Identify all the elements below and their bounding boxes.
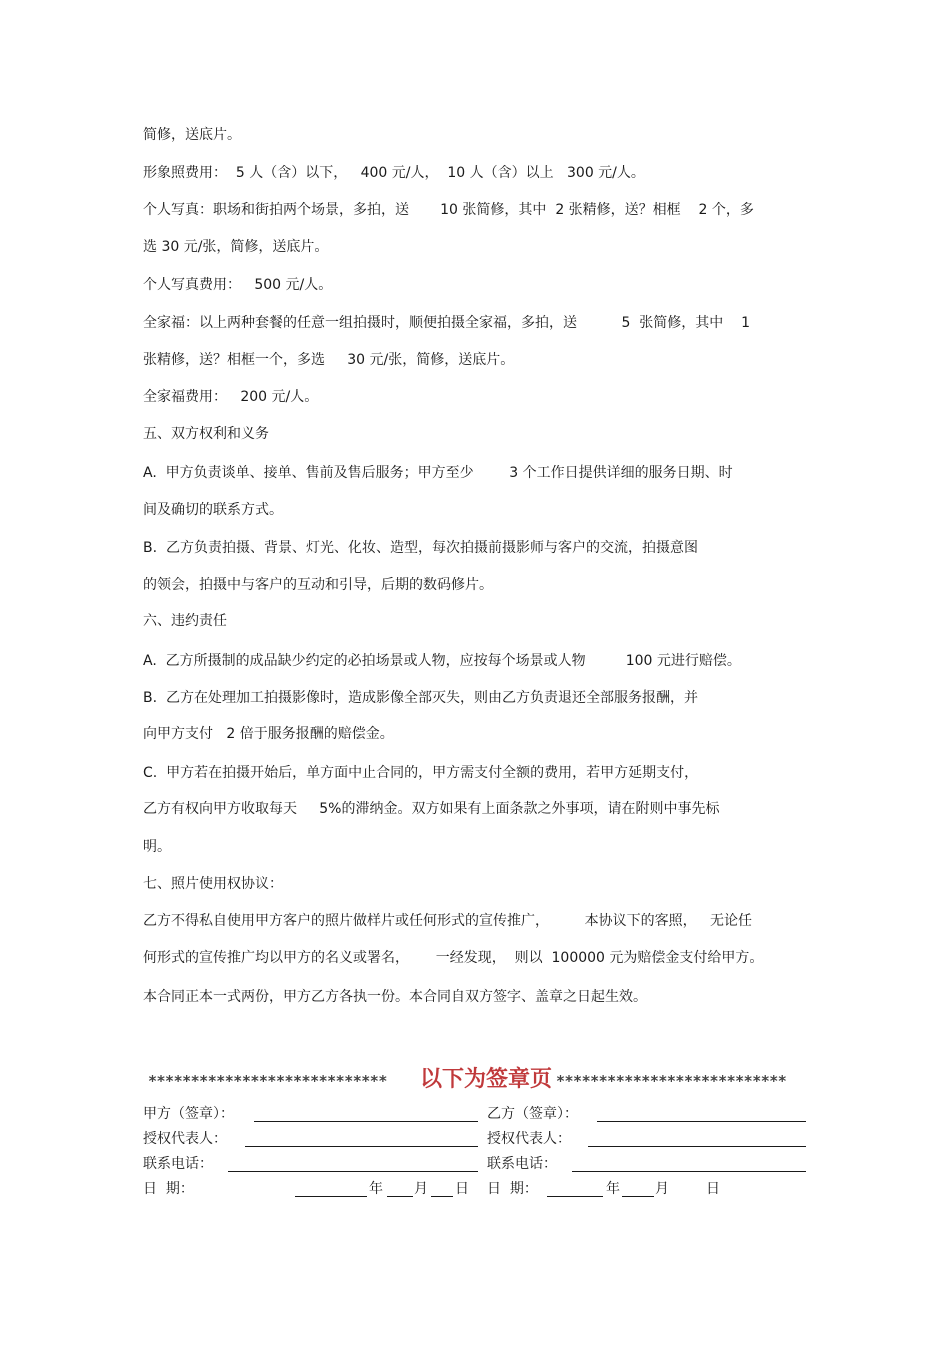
party-a-rep-field[interactable] (245, 1146, 478, 1147)
party-a-month-label: 月 (414, 1181, 428, 1197)
party-a-rep-label: 授权代表人： (143, 1131, 227, 1147)
text-line: 的领会，拍摄中与客户的互动和引导，后期的数码修片。 (143, 577, 493, 593)
banner-stars-left: **************************** (148, 1072, 387, 1090)
party-a-year-label: 年 (369, 1181, 383, 1197)
signature-page-banner (148, 1062, 813, 1096)
party-a-phone-label: 联系电话： (143, 1156, 213, 1172)
party-b-month-field[interactable] (622, 1196, 654, 1197)
party-a-day-label: 日 (455, 1181, 469, 1197)
text-line: 个人写真：职场和街拍两个场景，多拍，送 10 张简修，其中 2 张精修，送？相框 2 个，多 (143, 202, 754, 218)
party-a-year-field[interactable] (295, 1196, 367, 1197)
text-line: 张精修，送？相框一个，多选 30 元/张，简修，送底片。 (143, 352, 515, 368)
party-b-rep-label: 授权代表人： (487, 1131, 571, 1147)
text-line: 向甲方支付 2 倍于服务报酬的赔偿金。 (143, 726, 394, 742)
text-line: 简修，送底片。 (143, 127, 241, 143)
text-line: 个人写真费用： 500 元/人。 (143, 277, 333, 293)
text-line: 何形式的宣传推广均以甲方的名义或署名， 一经发现， 则以 100000 元为赔偿金支付给甲方。 (143, 950, 764, 966)
text-line: 全家福：以上两种套餐的任意一组拍摄时，顺便拍摄全家福，多拍，送 5 张简修，其中 1 (143, 315, 751, 331)
party-b-seal-field[interactable] (597, 1121, 806, 1122)
text-line: 本合同正本一式两份，甲方乙方各执一份。本合同自双方签字、盖章之日起生效。 (143, 989, 647, 1005)
party-b-phone-label: 联系电话： (487, 1156, 557, 1172)
text-line: 选 30 元/张，简修，送底片。 (143, 239, 329, 255)
text-line: C. 甲方若在拍摄开始后，单方面中止合同的，甲方需支付全额的费用，若甲方延期支付， (143, 765, 699, 781)
party-b-seal-label: 乙方（签章）： (487, 1106, 578, 1122)
text-line: 形象照费用： 5 人（含）以下， 400 元/人， 10 人（含）以上 300 元/人。 (143, 165, 645, 181)
party-a-day-field[interactable] (431, 1196, 453, 1197)
party-b-phone-field[interactable] (572, 1171, 806, 1172)
party-b-month-label: 月 (655, 1181, 669, 1197)
party-b-year-label: 年 (606, 1181, 620, 1197)
text-line: 全家福费用： 200 元/人。 (143, 389, 319, 405)
party-b-date-label: 日 期： (487, 1181, 538, 1197)
party-a-seal-field[interactable] (254, 1121, 478, 1122)
party-b-day-label: 日 (706, 1181, 720, 1197)
text-line: B. 乙方在处理加工拍摄影像时，造成影像全部灭失，则由乙方负责退还全部服务报酬，并 (143, 690, 698, 706)
text-line: B. 乙方负责拍摄、背景、灯光、化妆、造型，每次拍摄前摄影师与客户的交流，拍摄意图 (143, 540, 698, 556)
party-b-year-field[interactable] (547, 1196, 603, 1197)
text-line: 明。 (143, 839, 171, 855)
text-line: 乙方有权向甲方收取每天 5%的滞纳金。双方如果有上面条款之外事项，请在附则中事先标 (143, 801, 720, 817)
party-b-rep-field[interactable] (588, 1146, 806, 1147)
text-line: 乙方不得私自使用甲方客户的照片做样片或任何形式的宣传推广， 本协议下的客照， 无论任 (143, 913, 752, 929)
text-line: A. 甲方负责谈单、接单、售前及售后服务；甲方至少 3 个工作日提供详细的服务日期、时 (143, 465, 733, 481)
party-a-date-label: 日 期： (143, 1181, 194, 1197)
party-a-phone-field[interactable] (228, 1171, 478, 1172)
section-heading: 七、照片使用权协议： (143, 876, 283, 892)
text-line: A. 乙方所摄制的成品缺少约定的必拍场景或人物，应按每个场景或人物 100 元进行赔偿。 (143, 653, 741, 669)
party-a-month-field[interactable] (387, 1196, 413, 1197)
text-line: 间及确切的联系方式。 (143, 502, 283, 518)
banner-stars-right: *************************** (556, 1072, 787, 1090)
party-a-seal-label: 甲方（签章）： (143, 1106, 234, 1122)
section-heading: 六、违约责任 (143, 613, 227, 629)
section-heading: 五、双方权利和义务 (143, 426, 269, 442)
banner-title: 以下为签章页 (420, 1067, 553, 1092)
